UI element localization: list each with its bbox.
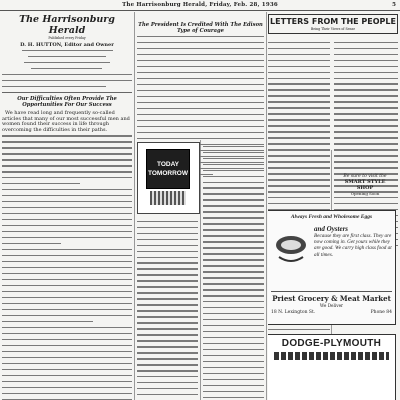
letters-column [268,12,398,400]
priest-address: 18 N. Lexington St. [271,310,316,315]
letters-title: LETTERS FROM THE PEOPLE [270,17,396,26]
editorial-column [2,12,132,400]
page-number: 5 [392,2,396,8]
priest-phone: Phone 84 [370,310,392,315]
smart-style-ad [332,172,398,198]
smart-style-line-3: SHOP [356,185,374,191]
letters-subtitle: Being Their Views of Sense [310,27,356,31]
masthead-details [2,50,132,90]
header-rule [0,10,400,11]
editorial-lead: We have read long and frequently so-called articles that many of our most successful men and women found their success in life through overcoming the difficulties in their paths. [2,110,130,133]
editorial-headline-2: Opportunities For Our Success [22,102,112,109]
feature-headline: The President Is Credited With The Edison Type of Courage [138,22,263,34]
dodge-subline [274,352,389,360]
letters-header [268,14,398,34]
cartoon-today: TODAY [156,161,180,168]
editorial-headline: Our Difficulties Often Provide The [17,96,117,103]
priest-name: Priest Grocery & Meat Market [272,294,391,303]
masthead-editor: D. H. HUTTON, Editor and Owner [20,42,114,48]
dodge-headline: DODGE-PLYMOUTH [281,338,382,349]
priest-delivers: We Deliver [319,303,344,308]
masthead-notice: Published every Friday [48,36,86,40]
feature-body-left [137,219,198,400]
eggs-text [314,225,392,258]
smart-style-line-2: SMART STYLE [344,179,386,185]
running-head: The Harrisonburg Herald, Friday, Feb. 28, 1936 [122,2,278,8]
masthead-title: The Harrisonburg Herald [19,14,115,36]
editorial-body [2,135,132,400]
eggs-body: Because they are first class. They are now coming in. Get yours while they are good. We carry high class food at all times. [314,233,392,258]
feature-column [137,12,264,400]
eggs-headline: Always Fresh and Wholesome Eggs [290,214,373,220]
oyster-illustration [273,225,309,267]
priest-grocery-ad [268,210,396,325]
cartoon-sign [146,149,190,189]
column-rule [134,12,135,400]
smart-style-line-1: Be sure to visit the [343,174,387,179]
cartoon-tomorrow: TOMORROW [148,170,188,177]
feature-body-right [203,144,264,400]
cartoon-panel [137,142,200,214]
column-rule [266,12,267,400]
priest-contact [271,310,392,315]
cartoon-crowd [150,191,186,205]
priest-footer [271,291,392,315]
dodge-plymouth-ad [268,334,396,400]
oysters-word: and Oysters [314,225,349,233]
smart-style-line-4: Opening Soon [350,191,380,196]
